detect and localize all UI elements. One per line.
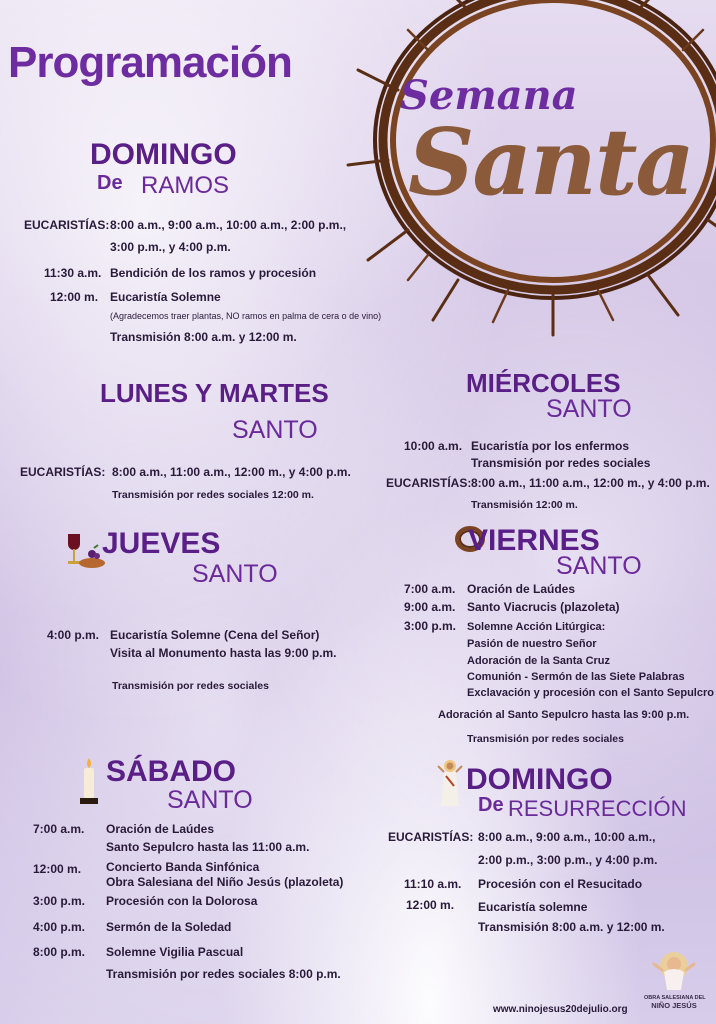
schedule-time: 10:00 a.m. (404, 439, 463, 453)
schedule-time: 7:00 a.m. (33, 822, 85, 836)
website-link[interactable]: www.ninojesus20dejulio.org (493, 1004, 628, 1015)
candle-icon (78, 756, 100, 806)
miercoles-subtitle: SANTO (546, 395, 632, 423)
logo (644, 950, 704, 1020)
semana-heading: Semana (400, 72, 578, 119)
schedule-text: Solemne Acción Litúrgica: (467, 621, 606, 633)
logo-line1: OBRA SALESIANA DEL (644, 995, 706, 1001)
schedule-note: (Agradecemos traer plantas, NO ramos en palma de cera o de vino) (110, 311, 382, 321)
schedule-text: Transmisión por redes sociales (471, 456, 651, 470)
schedule-time: 12:00 m. (50, 290, 99, 304)
domingo-resurreccion-title: DOMINGO (466, 763, 613, 796)
schedule-time: 4:00 p.m. (47, 628, 100, 642)
risen-christ-icon (436, 758, 464, 808)
transmision-text: Transmisión 8:00 a.m. y 12:00 m. (110, 330, 297, 344)
schedule-text: Visita al Monumento hasta las 9:00 p.m. (110, 646, 337, 660)
schedule-text: Bendición de los ramos y procesión (110, 266, 317, 280)
schedule-text: Eucaristía solemne (478, 900, 588, 914)
domingo-resurreccion-subtitle: RESURRECCIÓN (508, 796, 687, 821)
schedule-text: Adoración de la Santa Cruz (467, 655, 611, 667)
schedule-text: Eucaristía Solemne (Cena del Señor) (110, 628, 320, 642)
jueves-subtitle: SANTO (192, 560, 278, 588)
schedule-time: 3:00 p.m. (33, 894, 86, 908)
schedule-text: Santo Sepulcro hasta las 11:00 a.m. (106, 840, 310, 854)
schedule-time: 8:00 p.m. (33, 945, 86, 959)
transmision-text: Transmisión 8:00 a.m. y 12:00 m. (478, 920, 665, 934)
miercoles-title: MIÉRCOLES (466, 368, 621, 398)
schedule-text: Pasión de nuestro Señor (467, 638, 597, 650)
jueves-title: JUEVES (102, 527, 221, 560)
schedule-text: Solemne Vigilia Pascual (106, 945, 244, 959)
schedule-text: Concierto Banda Sinfónica (106, 860, 260, 874)
santa-heading: Santa (408, 108, 694, 216)
transmision-text: Transmisión por redes sociales (467, 733, 624, 745)
transmision-text: Transmisión 12:00 m. (471, 499, 578, 511)
lunes-martes-title: LUNES Y MARTES (100, 378, 329, 408)
domingo-resurreccion-de: De (478, 794, 504, 816)
schedule-text: Oración de Laúdes (467, 582, 576, 596)
schedule-text: Eucaristía por los enfermos (471, 439, 630, 453)
schedule-time: 12:00 m. (406, 898, 455, 912)
eucaristias-times: 8:00 a.m., 11:00 a.m., 12:00 m., y 4:00 p.m. (112, 465, 351, 479)
viernes-subtitle: SANTO (556, 552, 642, 580)
eucaristias-label: EUCARISTÍAS: (20, 465, 106, 479)
schedule-time: 12:00 m. (33, 862, 82, 876)
schedule-time: 11:30 a.m. (44, 266, 102, 280)
schedule-time: 9:00 a.m. (404, 600, 456, 614)
eucaristias-times: 2:00 p.m., 3:00 p.m., y 4:00 p.m. (478, 853, 658, 867)
page-title: Programación (8, 38, 292, 87)
schedule-time: 11:10 a.m. (404, 877, 462, 891)
sabado-subtitle: SANTO (167, 786, 253, 814)
eucaristias-times: 8:00 a.m., 11:00 a.m., 12:00 m., y 4:00 p.m. (471, 476, 710, 490)
eucaristias-label: EUCARISTÍAS: (388, 830, 474, 844)
eucaristias-times: 8:00 a.m., 9:00 a.m., 10:00 a.m., 2:00 p.m., (110, 218, 347, 232)
schedule-text: Procesión con la Dolorosa (106, 894, 258, 908)
schedule-text: Adoración al Santo Sepulcro hasta las 9:00 p.m. (438, 709, 690, 721)
viernes-title: VIERNES (468, 524, 600, 557)
schedule-text: Oración de Laúdes (106, 822, 215, 836)
schedule-text: Santo Viacrucis (plazoleta) (467, 600, 620, 614)
eucaristias-times: 3:00 p.m., y 4:00 p.m. (110, 240, 231, 254)
domingo-ramos-title: DOMINGO (90, 138, 237, 171)
child-jesus-logo-icon (644, 950, 704, 990)
schedule-text: Obra Salesiana del Niño Jesús (plazoleta) (106, 875, 344, 889)
schedule-time: 4:00 p.m. (33, 920, 86, 934)
transmision-text: Transmisión por redes sociales 8:00 p.m. (106, 967, 341, 981)
sabado-title: SÁBADO (106, 755, 237, 788)
eucaristias-label: EUCARISTÍAS: (24, 218, 110, 232)
schedule-text: Sermón de la Soledad (106, 920, 232, 934)
schedule-time: 7:00 a.m. (404, 582, 456, 596)
eucaristias-label: EUCARISTÍAS: (386, 476, 472, 490)
eucaristias-times: 8:00 a.m., 9:00 a.m., 10:00 a.m., (478, 830, 656, 844)
schedule-text: Eucaristía Solemne (110, 290, 221, 304)
logo-line2: NIÑO JESÚS (651, 1001, 697, 1010)
domingo-ramos-subtitle: RAMOS (141, 172, 230, 199)
schedule-text: Comunión - Sermón de las Siete Palabras (467, 671, 685, 683)
domingo-ramos-de: De (97, 172, 123, 194)
transmision-text: Transmisión por redes sociales (112, 680, 269, 692)
schedule-text: Exclavación y procesión con el Santo Sepulcro (467, 687, 714, 699)
transmision-text: Transmisión por redes sociales 12:00 m. (112, 489, 314, 501)
schedule-time: 3:00 p.m. (404, 619, 457, 633)
schedule-text: Procesión con el Resucitado (478, 877, 643, 891)
lunes-martes-subtitle: SANTO (232, 416, 318, 444)
